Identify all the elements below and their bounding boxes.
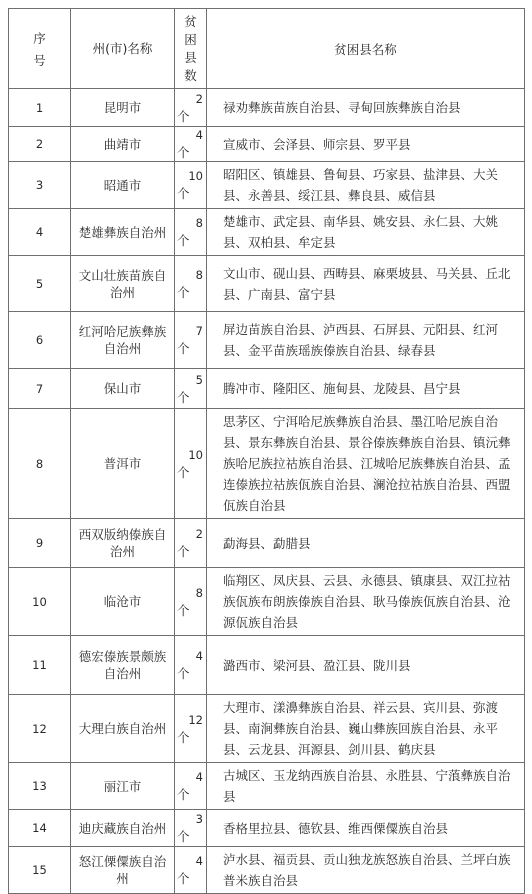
row-count-unit: 个 — [177, 544, 190, 559]
row-name-cell — [71, 695, 175, 763]
row-name: 临沧市 — [103, 594, 142, 609]
row-name: 德宏傣族景颇族自治州 — [78, 649, 167, 681]
row-count: 8 — [195, 585, 203, 600]
row-name: 丽江市 — [103, 778, 142, 794]
row-count-unit: 个 — [177, 829, 190, 844]
row-no-cell — [9, 409, 71, 519]
row-list: 屏边苗族自治县、泸西县、石屏县、元阳县、红河县、金平苗族瑶族傣族自治县、绿春县 — [223, 322, 499, 358]
row-name: 昭通市 — [103, 177, 142, 193]
row-count: 2 — [195, 91, 203, 106]
row-list-cell — [207, 209, 525, 256]
row-count-cell — [175, 127, 207, 162]
row-list-cell — [207, 636, 525, 695]
row-count: 4 — [195, 770, 203, 784]
row-no: 14 — [32, 821, 47, 835]
row-list: 香格里拉县、德钦县、维西傈僳族自治县 — [223, 820, 449, 836]
row-list-cell — [207, 89, 525, 127]
row-name-cell — [71, 312, 175, 369]
row-count-cell — [175, 695, 207, 763]
header-name-text: 州(市)名称 — [92, 40, 153, 56]
table-row — [9, 89, 525, 127]
row-count: 10 — [188, 169, 203, 183]
row-no: 11 — [32, 658, 47, 672]
row-count-cell — [175, 256, 207, 312]
row-list: 大理市、漾濞彝族自治县、祥云县、宾川县、弥渡县、南涧彝族自治县、巍山彝族回族自治县、永平县、云龙县、洱源县、剑川县、鹤庆县 — [223, 700, 499, 757]
row-name: 红河哈尼族彝族自治州 — [78, 324, 167, 356]
row-count-cell — [175, 810, 207, 847]
row-count: 8 — [195, 216, 203, 230]
row-count-unit: 个 — [177, 666, 190, 681]
row-name-cell — [71, 209, 175, 256]
row-no-cell — [9, 127, 71, 162]
row-list-cell — [207, 847, 525, 894]
row-name-cell — [71, 763, 175, 810]
header-no — [9, 9, 71, 89]
header-list — [207, 9, 525, 89]
row-no: 8 — [35, 456, 44, 471]
row-name-cell — [71, 369, 175, 409]
row-list-cell — [207, 519, 525, 568]
row-count-unit: 个 — [177, 145, 190, 160]
row-list: 泸水县、福贡县、贡山独龙族怒族自治县、兰坪白族普米族自治县 — [223, 852, 511, 888]
row-count-cell — [175, 369, 207, 409]
table-row — [9, 636, 525, 695]
row-count-unit: 个 — [177, 341, 190, 356]
header-no-text: 序号 — [33, 30, 46, 68]
table-row — [9, 519, 525, 568]
row-name: 迪庆藏族自治州 — [78, 820, 167, 836]
row-list-cell — [207, 127, 525, 162]
row-list-cell — [207, 162, 525, 209]
row-count-unit: 个 — [177, 871, 190, 886]
table-row — [9, 312, 525, 369]
row-count-unit: 个 — [177, 186, 190, 201]
row-no: 7 — [35, 381, 44, 396]
table-row — [9, 763, 525, 810]
row-no-cell — [9, 519, 71, 568]
row-no-cell — [9, 256, 71, 312]
header-list-text: 贫困县名称 — [334, 41, 397, 57]
row-list: 勐海县、勐腊县 — [223, 535, 311, 551]
row-name: 普洱市 — [103, 456, 142, 471]
row-name-cell — [71, 409, 175, 519]
row-no: 3 — [35, 178, 44, 192]
table-row — [9, 810, 525, 847]
row-no: 5 — [35, 276, 44, 291]
row-no-cell — [9, 763, 71, 810]
row-count-cell — [175, 209, 207, 256]
row-name-cell — [71, 256, 175, 312]
row-name: 曲靖市 — [103, 136, 142, 152]
row-list: 文山市、砚山县、西畴县、麻栗坡县、马关县、丘北县、广南县、富宁县 — [223, 265, 511, 302]
row-no-cell — [9, 695, 71, 763]
row-no-cell — [9, 636, 71, 695]
table-row — [9, 695, 525, 763]
row-name: 楚雄彝族自治州 — [78, 224, 167, 240]
row-count-cell — [175, 162, 207, 209]
row-name-cell — [71, 847, 175, 894]
row-list: 临翔区、凤庆县、云县、永德县、镇康县、双江拉祜族佤族布朗族傣族自治县、耿马傣族佤族自治县、沧源佤族自治县 — [223, 573, 511, 630]
table-body — [9, 89, 525, 894]
row-list-cell — [207, 568, 525, 636]
table-row — [9, 162, 525, 209]
row-list: 思茅区、宁洱哈尼族彝族自治县、墨江哈尼族自治县、景东彝族自治县、景谷傣族彝族自治县、镇沅彝族哈尼族拉祜族自治县、江城哈尼族彝族自治县、孟连傣族拉祜族佤族自治县、澜沧拉祜族自治县、西盟佤族自治县 — [223, 414, 511, 513]
row-count-unit: 个 — [177, 233, 190, 248]
row-list-cell — [207, 256, 525, 312]
row-count: 4 — [195, 649, 203, 663]
row-count-cell — [175, 568, 207, 636]
row-no-cell — [9, 369, 71, 409]
row-list: 昭阳区、镇雄县、鲁甸县、巧家县、盐津县、大关县、永善县、绥江县、彝良县、威信县 — [223, 167, 499, 203]
row-no-cell — [9, 209, 71, 256]
row-count-unit: 个 — [177, 389, 190, 405]
row-no-cell — [9, 810, 71, 847]
row-count: 5 — [195, 372, 203, 387]
row-name-cell — [71, 519, 175, 568]
header-row — [9, 9, 525, 89]
row-list: 宣威市、会泽县、师宗县、罗平县 — [223, 136, 411, 152]
row-count: 10 — [188, 447, 203, 462]
row-no: 6 — [35, 333, 44, 347]
row-count: 4 — [195, 128, 203, 142]
table-row — [9, 369, 525, 409]
row-no-cell — [9, 847, 71, 894]
row-count-unit: 个 — [177, 602, 190, 618]
row-count-unit: 个 — [177, 729, 190, 745]
row-count-unit: 个 — [177, 787, 190, 802]
row-no: 10 — [32, 594, 47, 609]
row-list: 潞西市、梁河县、盈江县、陇川县 — [223, 657, 411, 673]
row-no-cell — [9, 162, 71, 209]
row-count: 4 — [195, 854, 203, 868]
row-list-cell — [207, 763, 525, 810]
row-name-cell — [71, 127, 175, 162]
row-name: 大理白族自治州 — [78, 721, 167, 736]
row-name-cell — [71, 568, 175, 636]
row-no: 15 — [32, 863, 47, 877]
row-count-unit: 个 — [177, 284, 190, 300]
row-count: 8 — [195, 267, 203, 282]
row-count-cell — [175, 409, 207, 519]
row-no-cell — [9, 312, 71, 369]
row-list-cell — [207, 695, 525, 763]
row-name: 怒江傈僳族自治州 — [78, 854, 167, 886]
poverty-county-table — [8, 8, 525, 894]
table-row — [9, 209, 525, 256]
row-list: 楚雄市、武定县、南华县、姚安县、永仁县、大姚县、双柏县、牟定县 — [223, 214, 499, 250]
row-list-cell — [207, 312, 525, 369]
row-count: 12 — [188, 712, 203, 727]
row-no: 4 — [35, 225, 44, 239]
row-count: 3 — [195, 812, 203, 826]
row-name-cell — [71, 162, 175, 209]
row-no: 1 — [35, 100, 44, 115]
row-count: 7 — [195, 324, 203, 338]
row-count-unit: 个 — [177, 108, 190, 124]
row-list-cell — [207, 810, 525, 847]
table-row — [9, 568, 525, 636]
row-no-cell — [9, 568, 71, 636]
row-list-cell — [207, 369, 525, 409]
header-count — [175, 9, 207, 89]
row-name-cell — [71, 810, 175, 847]
row-no: 12 — [32, 721, 47, 736]
row-count: 2 — [195, 527, 203, 541]
row-count-cell — [175, 519, 207, 568]
table-row — [9, 409, 525, 519]
row-name-cell — [71, 636, 175, 695]
row-name: 保山市 — [103, 381, 142, 396]
row-name: 昆明市 — [103, 100, 142, 115]
row-count-cell — [175, 847, 207, 894]
row-count-cell — [175, 312, 207, 369]
row-list: 腾冲市、隆阳区、施甸县、龙陵县、昌宁县 — [223, 381, 461, 396]
row-name: 西双版纳傣族自治州 — [78, 527, 167, 559]
row-no-cell — [9, 89, 71, 127]
row-name: 文山壮族苗族自治州 — [78, 267, 167, 300]
row-name-cell — [71, 89, 175, 127]
header-count-text: 贫困县数 — [184, 13, 197, 83]
row-count-cell — [175, 89, 207, 127]
row-count-cell — [175, 763, 207, 810]
row-no: 2 — [35, 137, 44, 151]
row-list-cell — [207, 409, 525, 519]
row-count-unit: 个 — [177, 464, 190, 480]
row-count-cell — [175, 636, 207, 695]
row-list: 禄劝彝族苗族自治县、寻甸回族彝族自治县 — [223, 100, 461, 115]
table-row — [9, 847, 525, 894]
table-row — [9, 127, 525, 162]
row-no: 9 — [35, 536, 44, 550]
row-no: 13 — [32, 779, 47, 793]
row-list: 古城区、玉龙纳西族自治县、永胜县、宁蒗彝族自治县 — [223, 768, 511, 804]
table-row — [9, 256, 525, 312]
header-name — [71, 9, 175, 89]
